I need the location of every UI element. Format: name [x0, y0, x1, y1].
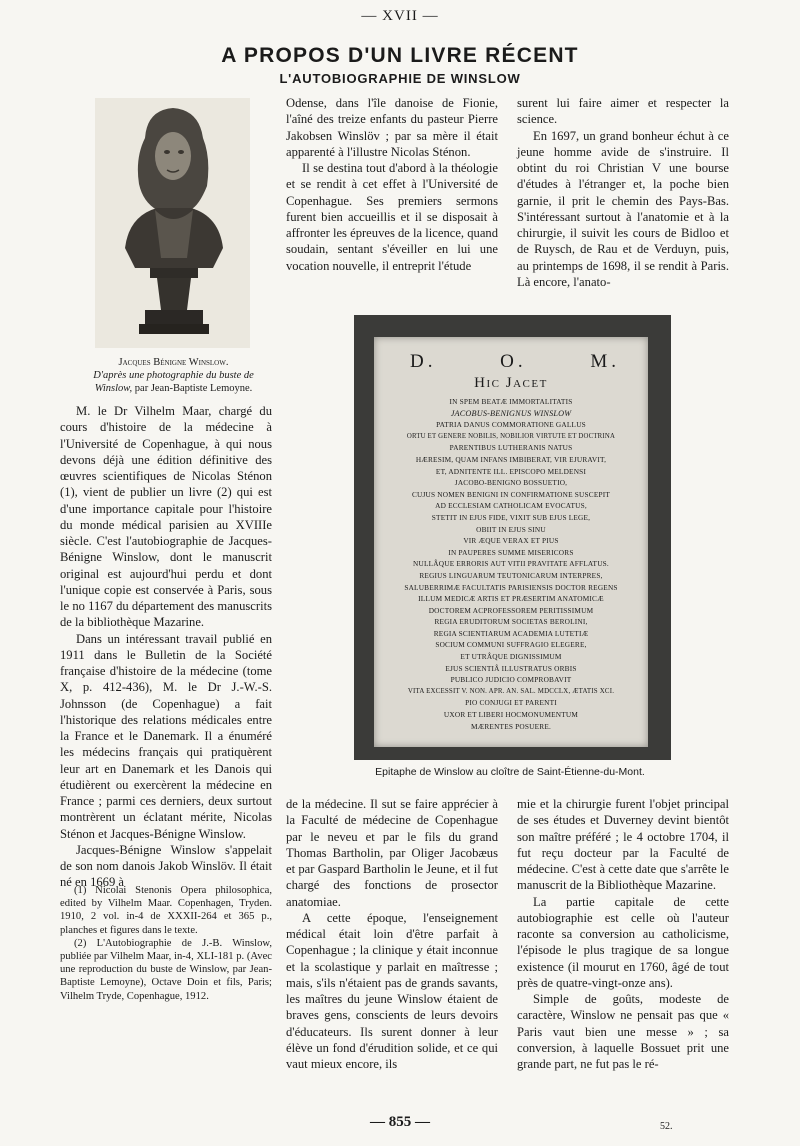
epitaph-line: PATRIA DANUS COMMORATIONE GALLUS [436, 420, 586, 430]
article-title: A PROPOS D'UN LIVRE RÉCENT [221, 44, 579, 67]
paragraph: Simple de goûts, modeste de caractère, Winslow ne pensait pas que « Paris vaut bien une messe » ; sa conversion, à laquelle Bossuet prit une grande part, ne fut pas le ré- [517, 992, 729, 1071]
epitaph-line: ET, ADNITENTE ILL. EPISCOPO MELDENSI [435, 466, 587, 476]
epitaph-letter-d: D. [410, 351, 437, 372]
left-column [60, 403, 272, 891]
paragraph: A cette époque, l'enseignement médical était loin d'être parfait à Copenhague ; la clinique y était inconnue et la scolastique y parlait en maîtresse ; mais, s'ils n'étaient pas de grands savants, les maîtres du jeune Winslow étaient de braves gens, conscients de leurs devoirs d'éducateurs. Ils surent donner à leur élève un fond d'érudition solide, et ce qui vaut mieux encore, ils [286, 910, 498, 1071]
epitaph-line: STETIT IN EJUS FIDE, VIXIT SUB EJUS LEGE, [431, 512, 591, 522]
paragraph: En 1697, un grand bonheur échut à ce jeune homme avide de s'instruire. Il obtint du roi Christian V une bourse d'études à l'étranger et, la poche bien garnie, il prit le chemin des Pays-Bas. S'intéressant surtout à l'anatomie et à la chirurgie, il suivit les cours de Bidloo et de Ruysch, de Rau et de Verduyn, puis, au printemps de 1698, il se rendit à Paris. Là encore, l'anato- [517, 128, 729, 289]
bust-caption [55, 356, 292, 395]
paragraph: surent lui faire aimer et respecter la science. [517, 96, 729, 127]
paragraph: de la médecine. Il sut se faire apprécier à la Faculté de médecine de Copenhague par le neveu et par le fils du grand Thomas Bartholin, par Oliger Jacobæus et par Gaspard Bartholin le Jeune, et il fut chargé des fonctions de prosector anatomiae. [286, 797, 498, 909]
bust-caption-name: Jacques Bénigne Winslow. [118, 357, 229, 368]
epitaph-line: EJUS SCIENTIÂ ILLUSTRATUS ORBIS [445, 663, 577, 673]
epitaph-line: DOCTOREM ACPROFESSOREM PERITISSIMUM [428, 605, 594, 615]
epitaph-line: UXOR ET LIBERI HOCMONUMENTUM [443, 710, 579, 720]
epitaph-photograph [354, 315, 671, 760]
epitaph-line: AD ECCLESIAM CATHOLICAM EVOCATUS, [435, 501, 587, 511]
right-column-bottom [517, 796, 729, 1072]
epitaph-line: ILLUM MEDICÆ ARTIS ET PRÆSERTIM ANATOMICÆ [418, 594, 604, 604]
epitaph-line: PUBLICO JUDICIO COMPROBAVIT [450, 675, 572, 685]
epitaph-line: REGIA SCIENTIARUM ACADEMIA LUTETIÆ [433, 628, 589, 638]
epitaph-caption: Epitaphe de Winslow au cloître de Saint-Étienne-du-Mont. [375, 766, 645, 778]
epitaph-line: NULLÂQUE ERRORIS AUT VITII PRAVITATE AFFLATUS. [413, 559, 609, 569]
epitaph-line: ORTU ET GENERE NOBILIS, NOBILIOR VIRTUTE ET DOCTRINA [406, 432, 616, 440]
page-number: — 855 — [370, 1114, 430, 1130]
epitaph-hic-jacet: Hic Jacet [474, 375, 548, 391]
epitaph-line: VITA EXCESSIT V. NON. APR. AN. SAL. MDCCLX, ÆTATIS XCI. [407, 687, 615, 695]
paragraph: La partie capitale de cette autobiographie est celle où l'auteur raconte sa conversion au catholicisme, l'épisode le plus tragique de sa longue existence (il mourut en 1760, âgé de tout près de quatre-vingt-onze ans). [517, 894, 729, 990]
epitaph-line: ET UTRÂQUE DIGNISSIMUM [460, 652, 562, 662]
epitaph-line: CUJUS NOMEN BENIGNI IN CONFIRMATIONE SUSCEPIT [411, 489, 611, 499]
bust-caption-italic: Winslow, [94, 383, 133, 394]
bust-caption-rest: par Jean-Baptiste Lemoyne. [132, 383, 253, 394]
epitaph-line: PIO CONJUGI ET PARENTI [465, 698, 557, 708]
footnote-2: (2) L'Autobiographie de J.-B. Winslow, publiée par Vilhelm Maar, in-4, XLI-181 p. (Avec une reproduction du buste de Winslow, par Jean-Baptiste Lemoyne), Octave Doin et fils, Paris; Vilhelm Tryde, Copenhague, 1912. [60, 937, 272, 1002]
paragraph: Jacques-Bénigne Winslow s'appelait de son nom danois Jakob Winslöv. Il était né en 1669 à [60, 842, 272, 890]
epitaph-letter-o: O. [500, 351, 527, 372]
corner-number: 52. [660, 1121, 673, 1132]
epitaph-line: JACOBUS-BENIGNUS WINSLOW [450, 408, 572, 418]
paragraph: M. le Dr Vilhelm Maar, chargé du cours d'histoire de la médecine à l'Université de Copenhague, à qui nous devons déjà une édition définitive des œuvres scientifiques de Nicolas Sténon (1), vient de publier un livre (2) qui est d'une importance capitale pour l'histoire du monde médical parisien au XVIIIe siècle. C'est l'autobiographie de Jacques-Bénigne Winslow, dont le manuscrit original est aujourd'hui perdu et dont l'unique copie est conservée à Paris, sous le no 1167 du département des manuscrits de la bibliothèque Mazarine. [60, 404, 272, 630]
epitaph-line: MÆRENTES POSUERE. [470, 721, 552, 731]
epitaph-line: PARENTIBUS LUTHERANIS NATUS [449, 443, 573, 453]
footnotes [60, 884, 272, 1003]
epitaph-line: REGIUS LINGUARUM TEUTONICARUM INTERPRES, [419, 570, 603, 580]
epitaph-letter-m: M. [590, 351, 620, 372]
epitaph-top-letters [374, 337, 648, 373]
paragraph: Odense, dans l'île danoise de Fionie, l'aîné des treize enfants du pasteur Pierre Jakobsen Winslöv ; par sa mère il était apparenté à l'illustre Nicolas Sténon. [286, 96, 498, 159]
epitaph-stone [374, 337, 648, 747]
epitaph-line: SOCIUM COMMUNI SUFFRAGIO ELEGERE, [435, 640, 587, 650]
paragraph: Dans un intéressant travail publié en 1911 dans le Bulletin de la Société française d'histoire de la médecine (tome X, p. 412-436), M. le Dr J.-W.-S. Johnsson (de Copenhague) a fait l'historique des relations médicales entre la France et le Danemark. Il a énuméré les médecins français qui pratiquèrent leur art en Danemark et les Danois qui étudièrent ou exercèrent la médecine en France ; parmi ces derniers, deux surtout montrèrent un éclatant mérite, Nicolas Sténon et Jacques-Bénigne Winslow. [60, 631, 272, 841]
footnote-1: (1) Nicolai Stenonis Opera philosophica, edited by Vilhelm Maar. Copenhagen, Tryden. 1910, 2 vol. in-4 de XXXII-264 et 365 p., planches et figures dans le texte. [60, 885, 272, 936]
epitaph-inscription [374, 396, 648, 732]
bust-photograph [95, 98, 250, 348]
middle-column-bottom [286, 796, 498, 1072]
right-column-top [517, 95, 729, 290]
paragraph: mie et la chirurgie furent l'objet principal de ses études et Duverney devint bientôt son maître préféré ; le 4 octobre 1704, il fut reçu docteur par la Faculté de médecine. C'est à cette date que s'arrête le manuscrit de la Bibliothèque Mazarine. [517, 797, 729, 893]
epitaph-line: JACOBO-BENIGNO BOSSUETIO, [454, 478, 568, 488]
page-roman-numeral: — XVII — [361, 8, 439, 24]
epitaph-line: REGIA ERUDITORUM SOCIETAS BEROLINI, [434, 617, 588, 627]
epitaph-line: HÆRESIM, QUAM INFANS IMBIBERAT, VIR EJURAVIT, [415, 454, 607, 464]
paragraph: Il se destina tout d'abord à la théologie et se rendit à cet effet à l'Université de Copenhague. Ses premiers sermons furent bien accueillis et il se disposait à affronter les épreuves de la licence, quand soudain, sentant s'éveiller en lui une vocation nouvelle, il entreprit l'étude [286, 161, 499, 273]
middle-column-top [286, 95, 498, 274]
epitaph-line: SALUBERRIMÆ FACULTATIS PARISIENSIS DOCTOR REGENS [404, 582, 618, 592]
epitaph-line: IN SPEM BEATÆ IMMORTALITATIS [449, 397, 573, 406]
epitaph-line: IN PAUPERES SUMME MISERICORS [448, 547, 574, 557]
article-subtitle: L'AUTOBIOGRAPHIE DE WINSLOW [279, 71, 521, 86]
bust-caption-line2: D'après une photographie du buste de [93, 370, 254, 381]
epitaph-line: VIR ÆQUE VERAX ET PIUS [463, 536, 559, 546]
bust-caption-line3 [55, 382, 292, 395]
bust-illustration-icon [95, 98, 250, 348]
epitaph-line: OBIIT IN EJUS SINU [476, 524, 546, 534]
